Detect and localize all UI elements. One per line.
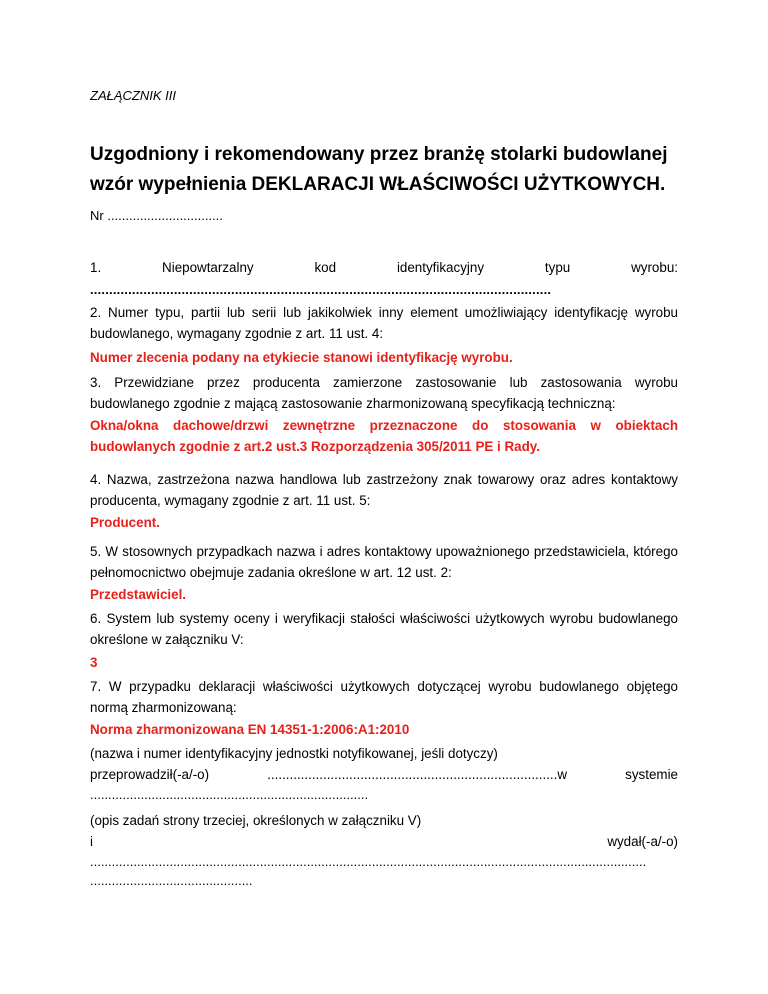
system-label: systemie — [625, 767, 678, 782]
issued-dots-short: ............................................. — [90, 873, 253, 888]
issued-label: wydał(-a/-o) — [607, 834, 678, 849]
item2-answer: Numer zlecenia podany na etykiecie stanowi identyfikację wyrobu. — [90, 350, 513, 365]
item4-text: 4. Nazwa, zastrzeżona nazwa handlowa lub zastrzeżony znak towarowy oraz adres kontaktowy producenta, wymagany zgodnie z art. 11 ust. 5: — [90, 472, 678, 508]
issued-line — [90, 834, 678, 849]
item1-word: identyfikacyjny — [396, 260, 485, 275]
item5-answer: Przedstawiciel. — [90, 587, 187, 602]
item4-answer: Producent. — [90, 515, 160, 530]
item1-word: Niepowtarzalny — [162, 260, 254, 275]
item1-word: kod — [314, 260, 337, 275]
performed-dots: ..............................................................................w — [267, 767, 568, 782]
document-title: Uzgodniony i rekomendowany przez branżę stolarki budowlanej wzór wypełnienia DEKLARACJI WŁAŚCIWOŚCI UŻYTKOWYCH. — [90, 144, 668, 195]
item1-word: wyrobu: — [631, 260, 678, 275]
item1-line — [90, 260, 678, 275]
notified-body-note: (nazwa i numer identyfikacyjny jednostki notyfikowanej, jeśli dotyczy) — [90, 746, 498, 761]
item2-text: 2. Numer typu, partii lub serii lub jakikolwiek inny element umożliwiający identyfikację wyrobu budowlanego, wymagany zgodnie z art. 11 ust. 4: — [90, 305, 678, 341]
third-party-note: (opis zadań strony trzeciej, określonych w załączniku V) — [90, 813, 422, 828]
item7-text: 7. W przypadku deklaracji właściwości użytkowych dotyczącej wyrobu budowlanego objętego normą zharmonizowaną: — [90, 679, 678, 715]
item1-word: typu — [544, 260, 571, 275]
performed-line — [90, 767, 678, 782]
annex-label: ZAŁĄCZNIK III — [90, 88, 176, 103]
system-dots: ............................................................................. — [90, 787, 369, 802]
item7-answer: Norma zharmonizowana EN 14351-1:2006:A1:2010 — [90, 722, 410, 737]
item5-text: 5. W stosownych przypadkach nazwa i adres kontaktowy upoważnionego przedstawiciela, którego pełnomocnictwo obejmuje zadania określone w art. 12 ust. 2: — [90, 544, 678, 580]
performed-label: przeprowadził(-a/-o) — [90, 767, 210, 782]
item6-text: 6. System lub systemy oceny i weryfikacji stałości właściwości użytkowych wyrobu budowlanego określone w załączniku V: — [90, 611, 678, 647]
item6-answer: 3 — [90, 655, 98, 670]
item1-dots: ......................................................................................................................... — [90, 282, 552, 297]
item3-text: 3. Przewidziane przez producenta zamierzone zastosowanie lub zastosowania wyrobu budowlanego zgodnie z mającą zastosowanie zharmonizowaną specyfikacją techniczną: — [90, 375, 678, 411]
item3-answer: Okna/okna dachowe/drzwi zewnętrzne przeznaczone do stosowania w obiektach budowlanych zgodnie z art.2 ust.3 Rozporządzenia 305/2011 PE i Rady. — [90, 418, 678, 454]
issued-dots-long: .......................................................................................................................................................... — [90, 854, 647, 869]
and-label: i — [90, 834, 93, 849]
number-line: Nr ................................ — [90, 208, 223, 223]
item1-number: 1. — [90, 260, 102, 275]
